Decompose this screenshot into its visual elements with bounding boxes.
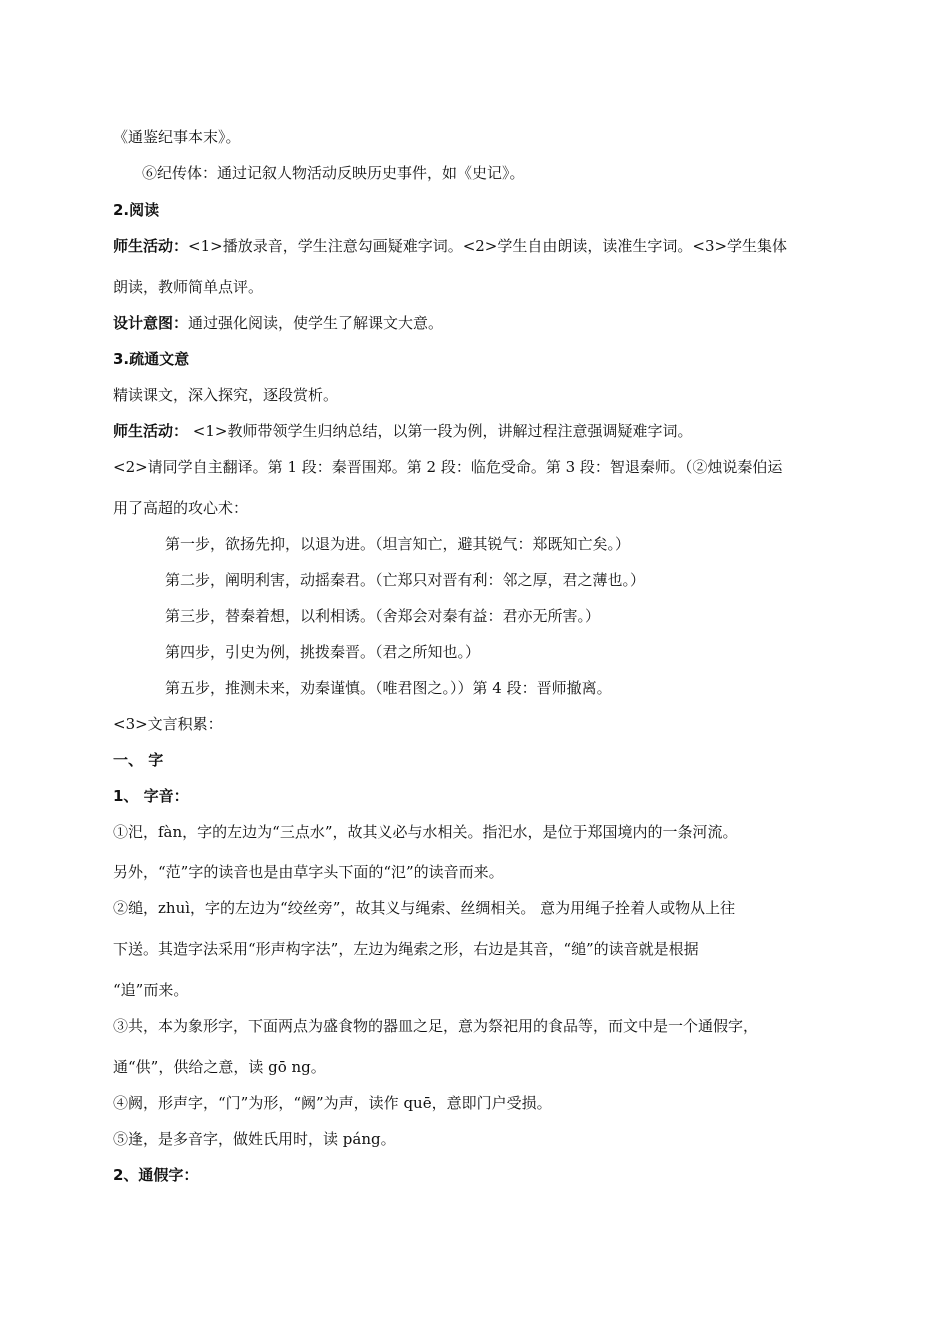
design-label: 设计意图： (113, 314, 189, 332)
section-heading: 一、 字 (113, 751, 164, 769)
step-line: 第二步，阐明利害，动摇秦君。（亡郑只对晋有利：邻之厚，君之薄也。） (165, 571, 646, 589)
text-line: ⑥纪传体：通过记叙人物活动反映历史事件，如《史记》。 (142, 164, 525, 182)
text-line: 用了高超的攻心术： (113, 499, 249, 517)
activity-paragraph (113, 421, 843, 441)
text-line: ②缒，zhuì，字的左边为“绞丝旁”，故其义与绳索、丝绸相关。 意为用绳子拴着人或物从上往 (113, 899, 736, 917)
step-line: 第四步，引史为例，挑拨秦晋。（君之所知也。） (165, 643, 481, 661)
text-line: ⑤逢，是多音字，做姓氏用时，读 páng。 (113, 1130, 396, 1148)
activity-text: <1>教师带领学生归纳总结，以第一段为例，讲解过程注意强调疑难字词。 (188, 422, 693, 440)
text-line: 朗读，教师简单点评。 (113, 278, 264, 296)
activity-paragraph (113, 236, 843, 256)
step-line: 第一步，欲扬先抑，以退为进。（坦言知亡，避其锐气：郑既知亡矣。） (165, 535, 631, 553)
text-line: 下送。其造字法采用“形声构字法”，左边为绳索之形，右边是其音，“缒”的读音就是根据 (113, 940, 699, 958)
text-line: 另外，“范”字的读音也是由草字头下面的“氾”的读音而来。 (113, 863, 504, 881)
activity-text: <1>播放录音，学生注意勾画疑难字词。<2>学生自由朗读，读准生字词。<3>学生集体 (188, 237, 788, 255)
text-line: ①汜，fàn，字的左边为“三点水”，故其义必与水相关。指汜水，是位于郑国境内的一条河流。 (113, 823, 738, 841)
section-heading: 3.疏通文意 (113, 350, 190, 368)
section-heading: 2.阅读 (113, 201, 160, 219)
text-line: <2>请同学自主翻译。第 1 段：秦晋围郑。第 2 段：临危受命。第 3 段：智退秦师。（②烛说秦伯运 (113, 458, 783, 476)
text-line: 精读课文，深入探究，逐段赏析。 (113, 386, 339, 404)
text-line: “追”而来。 (113, 981, 189, 999)
text-line: ③共，本为象形字，下面两点为盛食物的器皿之足，意为祭祀用的食品等，而文中是一个通假字， (113, 1017, 759, 1035)
design-text: 通过强化阅读，使学生了解课文大意。 (188, 314, 444, 332)
activity-label: 师生活动： (113, 422, 189, 440)
text-line: ④阙，形声字，“门”为形，“阙”为声，读作 quē，意即门户受损。 (113, 1094, 552, 1112)
design-paragraph (113, 313, 843, 333)
subsection-heading: 1、 字音： (113, 787, 189, 805)
text-line: 通“供”，供给之意，读 gō ng。 (113, 1058, 326, 1076)
step-line: 第五步，推测未来，劝秦谨慎。（唯君图之。））第 4 段：晋师撤离。 (165, 679, 612, 697)
text-line: 《通鉴纪事本末》。 (113, 128, 241, 146)
activity-label: 师生活动： (113, 237, 189, 255)
subsection-heading: 2、通假字： (113, 1166, 199, 1184)
text-line: <3>文言积累： (113, 715, 223, 733)
step-line: 第三步，替秦着想，以利相诱。（舍郑会对秦有益：君亦无所害。） (165, 607, 601, 625)
